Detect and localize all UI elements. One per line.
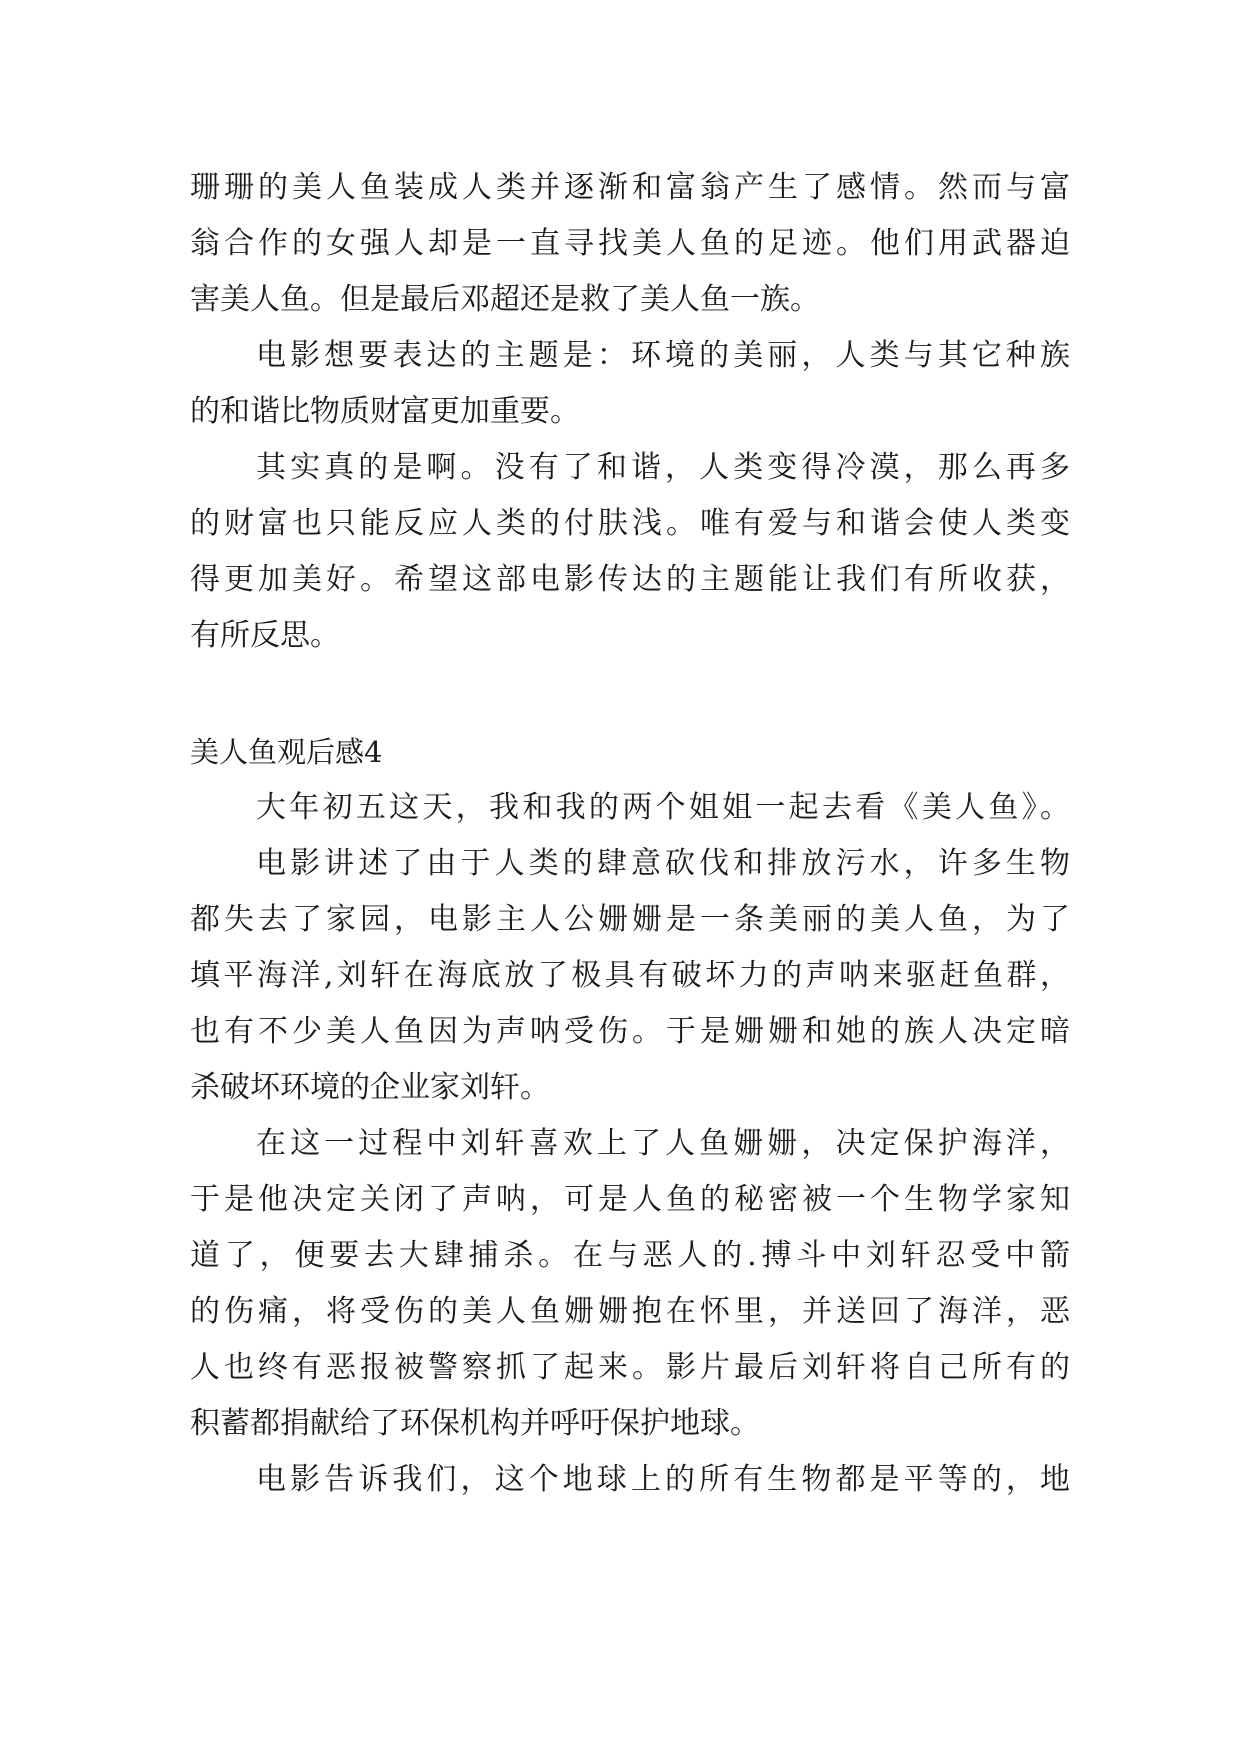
text-line: 人也终有恶报被警察抓了起来。影片最后刘轩将自己所有的: [190, 1350, 1070, 1385]
text-line: 害美人鱼。但是最后邓超还是救了美人鱼一族。: [190, 282, 820, 317]
text-line: 得更加美好。希望这部电影传达的主题能让我们有所收获，: [190, 562, 1070, 597]
text-line: 道了，便要去大肆捕杀。在与恶人的.搏斗中刘轩忍受中箭: [190, 1238, 1070, 1273]
paragraph-conclusion: [190, 1452, 1070, 1508]
text-line: 电影告诉我们，这个地球上的所有生物都是平等的，地: [256, 1462, 1070, 1497]
text-line: 于是他决定关闭了声呐，可是人鱼的秘密被一个生物学家知: [190, 1182, 1070, 1217]
text-line: 珊珊的美人鱼装成人类并逐渐和富翁产生了感情。然而与富: [190, 170, 1070, 205]
paragraph-story: [190, 1116, 1070, 1452]
text-line: 的伤痛，将受伤的美人鱼姗姗抱在怀里，并送回了海洋，恶: [190, 1294, 1070, 1329]
text-line: 的财富也只能反应人类的付肤浅。唯有爱与和谐会使人类变: [190, 506, 1070, 541]
text-line: 也有不少美人鱼因为声呐受伤。于是姗姗和她的族人决定暗: [190, 1014, 1070, 1049]
text-line: 大年初五这天，我和我的两个姐姐一起去看《美人鱼》。: [256, 790, 1070, 825]
paragraph-theme: [190, 328, 1070, 440]
text-line: 都失去了家园，电影主人公姗姗是一条美丽的美人鱼，为了: [190, 902, 1070, 937]
text-line: 的和谐比物质财富更加重要。: [190, 394, 580, 429]
paragraph-intro: [190, 780, 1070, 836]
text-line: 电影想要表达的主题是：环境的美丽，人类与其它种族: [256, 338, 1070, 373]
paragraph-continuation: [190, 160, 1070, 328]
text-line: 有所反思。: [190, 618, 340, 653]
paragraph-plot: [190, 836, 1070, 1116]
text-line: 杀破坏环境的企业家刘轩。: [190, 1070, 550, 1105]
document-page: [190, 160, 1070, 1508]
text-line: 在这一过程中刘轩喜欢上了人鱼姗姗，决定保护海洋，: [256, 1126, 1070, 1161]
text-line: 积蓄都捐献给了环保机构并呼吁保护地球。: [190, 1406, 760, 1441]
section-gap: [190, 664, 1070, 724]
text-line: 其实真的是啊。没有了和谐，人类变得冷漠，那么再多: [256, 450, 1070, 485]
text-line: 填平海洋,刘轩在海底放了极具有破坏力的声呐来驱赶鱼群，: [190, 958, 1070, 993]
text-line: 电影讲述了由于人类的肆意砍伐和排放污水，许多生物: [256, 846, 1070, 881]
paragraph-reflection: [190, 440, 1070, 664]
section-title: 美人鱼观后感4: [190, 735, 383, 769]
text-line: 翁合作的女强人却是一直寻找美人鱼的足迹。他们用武器迫: [190, 226, 1070, 261]
